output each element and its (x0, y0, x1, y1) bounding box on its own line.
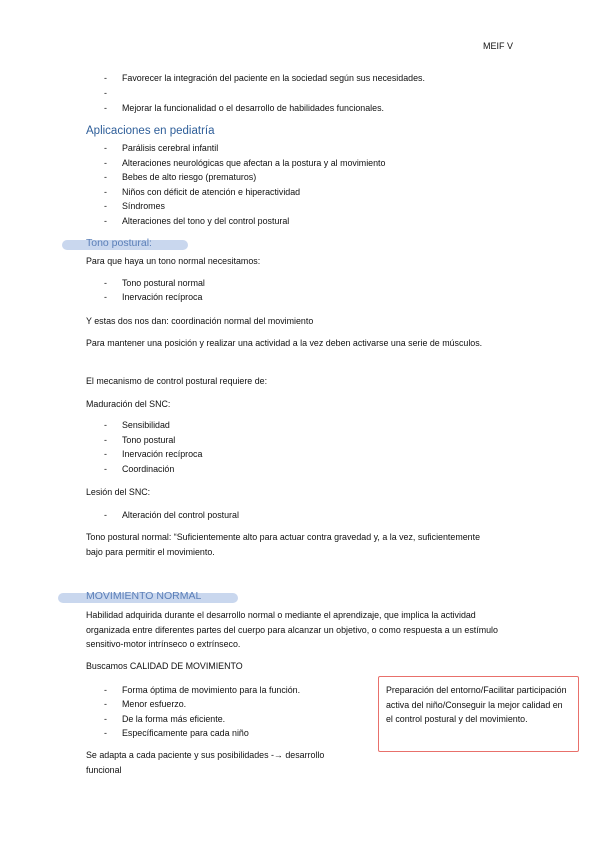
list-item: Tono postural (122, 435, 176, 445)
list-dash: - (104, 714, 107, 724)
list-item: Sensibilidad (122, 420, 170, 430)
paragraph: Para que haya un tono normal necesitamos: (86, 256, 261, 266)
list-item: Alteraciones del tono y del control postural (122, 216, 290, 226)
list-dash: - (104, 510, 107, 520)
list-dash: - (104, 73, 107, 83)
list-item: Tono postural normal (122, 278, 205, 288)
list-dash: - (104, 728, 107, 738)
list-item: Niños con déficit de atención e hiperactividad (122, 187, 301, 197)
paragraph: Habilidad adquirida durante el desarrollo normal o mediante el aprendizaje, que implica la actividad organizada entre diferentes partes del cuerpo para alcanzar un objetivo, o como respuesta a un estímulo sensitivo-motor intrínseco o extrínseco. (86, 610, 498, 649)
list-item: Síndromes (122, 201, 165, 211)
list-dash: - (104, 464, 107, 474)
list-dash: - (104, 172, 107, 182)
list-dash: - (104, 699, 107, 709)
list-item: Coordinación (122, 464, 175, 474)
page-header-label: MEIF V (482, 41, 513, 51)
section-heading-movimiento: MOVIMIENTO NORMAL (86, 590, 202, 602)
list-item: Inervación recíproca (122, 449, 203, 459)
list-item: Parálisis cerebral infantil (122, 143, 219, 153)
list-dash: - (104, 201, 107, 211)
list-item: Bebes de alto riesgo (prematuros) (122, 172, 257, 182)
paragraph: Lesión del SNC: (86, 487, 151, 497)
list-dash: - (104, 103, 107, 113)
paragraph: Se adapta a cada paciente y sus posibilidades -→ desarrollo funcional (86, 750, 325, 775)
list-item: De la forma más eficiente. (122, 714, 226, 724)
list-dash: - (104, 187, 107, 197)
list-dash: - (104, 292, 107, 302)
list-dash: - (104, 278, 107, 288)
list-item: Específicamente para cada niño (122, 728, 249, 738)
list-dash: - (104, 216, 107, 226)
section-heading-pediatria: Aplicaciones en pediatría (86, 125, 215, 137)
list-item: Forma óptima de movimiento para la función. (122, 685, 301, 695)
list-dash: - (104, 158, 107, 168)
list-item: Alteraciones neurológicas que afectan a la postura y al movimiento (122, 158, 386, 168)
list-item: Alteración del control postural (122, 510, 239, 520)
list-dash: - (104, 685, 107, 695)
paragraph: Maduración del SNC: (86, 399, 171, 409)
list-dash: - (104, 420, 107, 430)
paragraph: Tono postural normal: “Suficientemente alto para actuar contra gravedad y, a la vez, suficientemente bajo para permitir el movimiento. (86, 532, 480, 557)
comment-box: Preparación del entorno/Facilitar participación activa del niño/Conseguir la mejor calidad en el control postural y del movimiento. (378, 676, 579, 752)
section-heading-tono: Tono postural: (86, 237, 152, 249)
list-dash: - (104, 88, 107, 98)
paragraph: Y estas dos nos dan: coordinación normal del movimiento (86, 316, 314, 326)
paragraph: El mecanismo de control postural requiere de: (86, 376, 268, 386)
list-item: Menor esfuerzo. (122, 699, 187, 709)
list-dash: - (104, 435, 107, 445)
list-item: Inervación recíproca (122, 292, 203, 302)
list-dash: - (104, 449, 107, 459)
list-dash: - (104, 143, 107, 153)
list-item: Favorecer la integración del paciente en la sociedad según sus necesidades. (122, 73, 425, 83)
list-item: Mejorar la funcionalidad o el desarrollo de habilidades funcionales. (122, 103, 384, 113)
paragraph: Buscamos CALIDAD DE MOVIMIENTO (86, 661, 243, 671)
paragraph: Para mantener una posición y realizar una actividad a la vez deben activarse una serie de músculos. (86, 338, 483, 348)
